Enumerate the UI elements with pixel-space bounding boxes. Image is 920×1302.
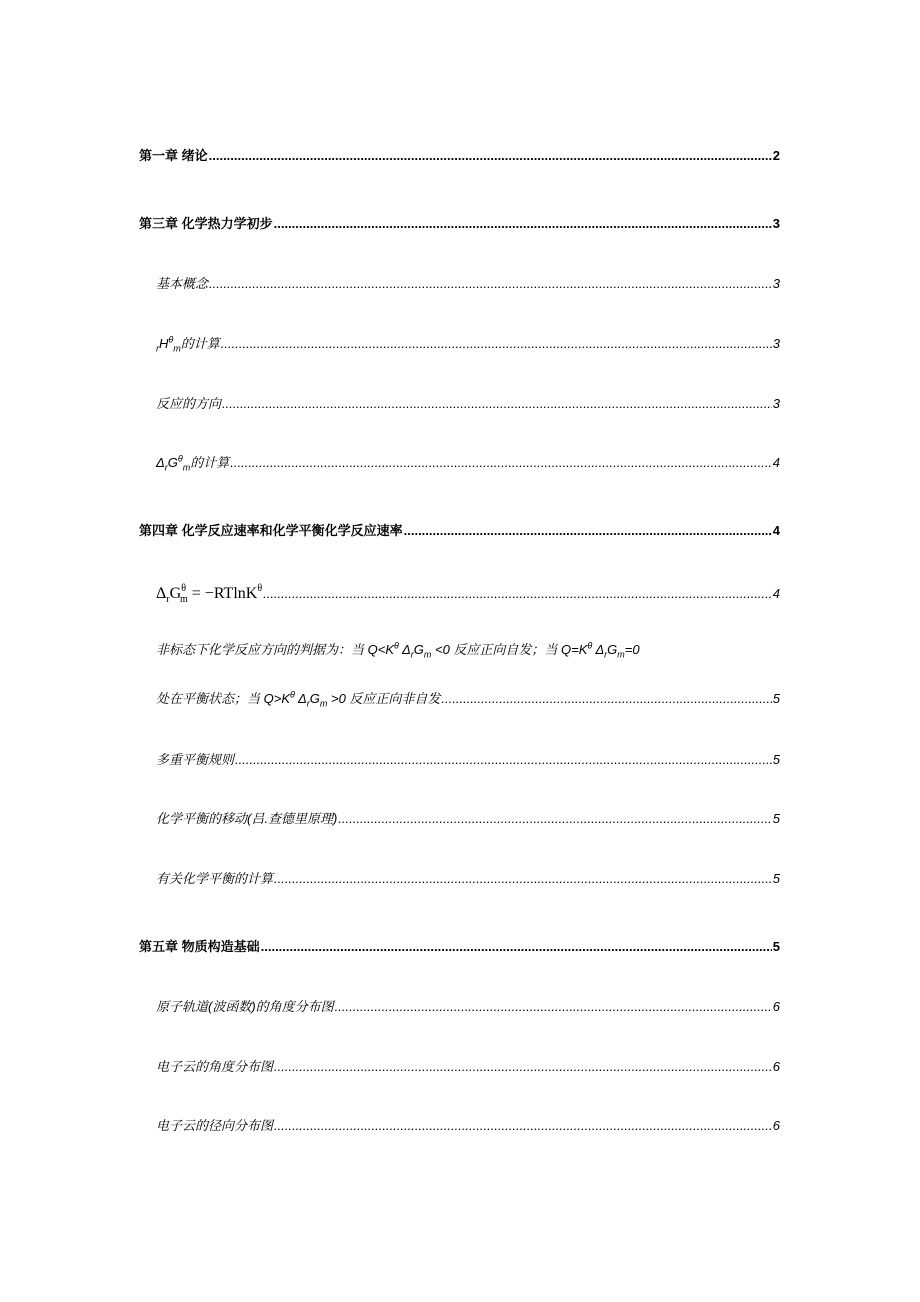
toc-leader-dots — [274, 870, 772, 888]
toc-title: $\Delta_rG^\theta_m$的计算 — [156, 453, 230, 473]
toc-leader-dots — [441, 690, 771, 708]
toc-title: 电子云的角度分布图 — [156, 1059, 274, 1074]
toc-page-number: 5 — [772, 811, 780, 826]
toc-page-number: 3 — [772, 276, 780, 291]
toc-page-number: 5 — [772, 939, 780, 954]
toc-page-number: 6 — [772, 999, 780, 1014]
toc-entry-cloud-radial[interactable] — [156, 1117, 780, 1135]
toc-leader-dots — [274, 1058, 772, 1076]
toc-title: 原子轨道(波函数)的角度分布图 — [156, 999, 334, 1014]
toc-title: 处在平衡状态；当 $Q>K^\theta$ $\Delta_rG_m >0$ 反应正向非自发 — [156, 689, 441, 709]
toc-entry-cloud-angular[interactable] — [156, 1058, 780, 1076]
toc-entry-multiple-equilibria[interactable] — [156, 751, 780, 769]
toc-entry-nonstandard-criterion[interactable] — [156, 641, 780, 659]
toc-entry-chapter-4[interactable] — [139, 522, 780, 540]
toc-title: 电子云的径向分布图 — [156, 1118, 274, 1133]
toc-page-number: 4 — [772, 523, 780, 538]
toc-entry-chapter-3[interactable] — [139, 215, 780, 233]
toc-entry-chapter-1[interactable] — [139, 147, 780, 165]
toc-entry-gibbs-formula[interactable] — [156, 580, 780, 609]
toc-leader-dots — [335, 998, 772, 1016]
toc-leader-dots — [274, 1117, 772, 1135]
toc-title: 非标态下化学反应方向的判据为：当 $Q<K^\theta$ $\Delta_rG_m <0$ 反应正向自发；当 $Q=K^\theta$ $\Delta_rG_m=0$ — [156, 640, 640, 660]
toc-leader-dots — [235, 751, 772, 769]
toc-page-number: 6 — [772, 1118, 780, 1133]
toc-title: $_rH^\theta_m$的计算 — [156, 334, 220, 354]
toc-entry-chapter-5[interactable] — [139, 938, 780, 956]
toc-title: 多重平衡规则 — [156, 752, 235, 767]
gibbs-equation: $\Delta_rG^\theta_m = -RTlnK^\theta$ — [156, 583, 263, 605]
toc-leader-dots — [209, 275, 772, 293]
toc-leader-dots — [404, 522, 772, 540]
toc-title: 第四章 化学反应速率和化学平衡化学反应速率 — [139, 523, 403, 538]
toc-entry-equilibrium-state[interactable] — [156, 690, 780, 708]
toc-leader-dots — [209, 147, 772, 165]
toc-leader-dots — [221, 335, 772, 353]
toc-page-number: 2 — [772, 148, 780, 163]
toc-entry-equilibrium-shift[interactable] — [156, 810, 780, 828]
toc-entry-enthalpy-calc[interactable] — [156, 335, 780, 353]
toc-page-number: 6 — [772, 1059, 780, 1074]
toc-leader-dots — [230, 454, 772, 472]
toc-page-number: 3 — [772, 336, 780, 351]
toc-page-number: 4 — [772, 586, 780, 601]
toc-leader-dots — [263, 585, 772, 603]
toc-title: 化学平衡的移动(吕.查德里原理) — [156, 811, 338, 826]
toc-leader-dots — [261, 938, 772, 956]
toc-title: 第一章 绪论 — [139, 148, 208, 163]
toc-entry-reaction-direction[interactable] — [156, 395, 780, 413]
toc-entry-gibbs-calc[interactable] — [156, 454, 780, 472]
toc-entry-basic-concepts[interactable] — [156, 275, 780, 293]
toc-leader-dots — [338, 810, 771, 828]
toc-title: 第五章 物质构造基础 — [139, 939, 260, 954]
toc-leader-dots — [222, 395, 772, 413]
toc-page-number: 3 — [772, 216, 780, 231]
toc-page-number: 4 — [772, 455, 780, 470]
toc-title: 第三章 化学热力学初步 — [139, 216, 273, 231]
toc-title: 有关化学平衡的计算 — [156, 871, 274, 886]
toc-entry-orbital-angular[interactable] — [156, 998, 780, 1016]
toc-page-number: 5 — [772, 871, 780, 886]
toc-leader-dots — [274, 215, 772, 233]
toc-page-number: 5 — [772, 691, 780, 706]
toc-entry-equilibrium-calc[interactable] — [156, 870, 780, 888]
toc-page-number: 3 — [772, 396, 780, 411]
toc-page-number: 5 — [772, 752, 780, 767]
toc-title: 反应的方向 — [156, 396, 222, 411]
toc-title: 基本概念 — [156, 276, 209, 291]
